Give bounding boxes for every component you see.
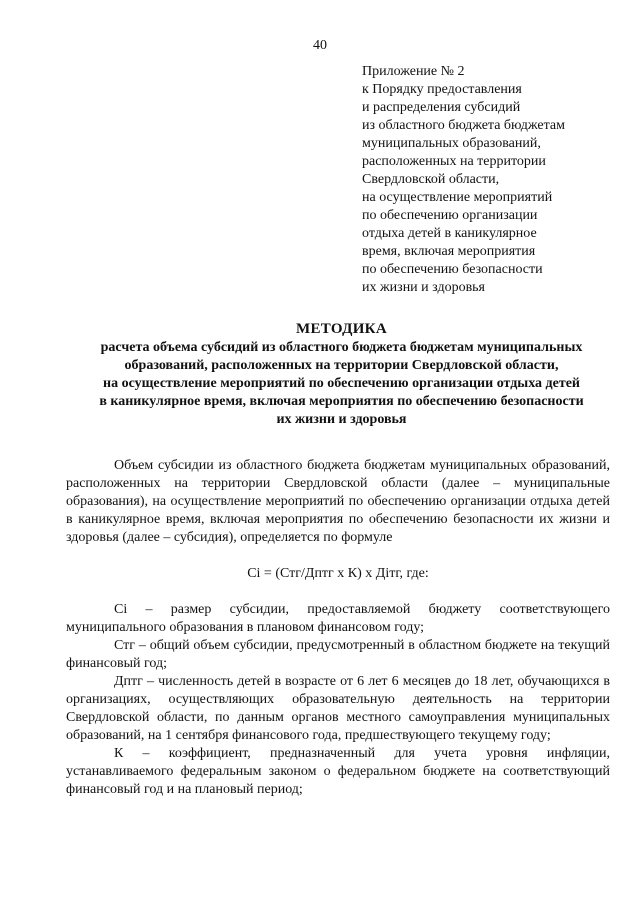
document-title [60, 320, 623, 429]
appendix-line: их жизни и здоровья [362, 280, 485, 295]
document-body [66, 457, 610, 799]
appendix-line: по обеспечению безопасности [362, 262, 543, 277]
appendix-line: расположенных на территории [362, 154, 546, 169]
definition-paragraph: Дптг – численность детей в возрасте от 6 лет 6 месяцев до 18 лет, обучающихся в организациях, осуществляющих образовательную деятельность на территории Свердловской области, по данным органов местного самоуправления муниципальных образований, на 1 сентября финансового года, предшествующего текущему году; [66, 674, 610, 743]
title-subtitle-line: расчета объема субсидий из областного бюджета бюджетам муниципальных [100, 340, 583, 355]
definition-paragraph: Стг – общий объем субсидии, предусмотренный в областном бюджете на текущий финансовый год; [66, 638, 610, 671]
definition-paragraph: Ci – размер субсидии, предоставляемой бюджету соответствующего муниципального образования в плановом финансовом году; [66, 602, 610, 635]
appendix-line: муниципальных образований, [362, 136, 541, 151]
appendix-line: Приложение № 2 [362, 64, 465, 79]
definition-paragraph: К – коэффициент, предназначенный для учета уровня инфляции, устанавливаемого федеральным законом о федеральном бюджете на соответствующий финансовый год и на плановый период; [66, 746, 610, 797]
appendix-note [362, 63, 632, 297]
title-subtitle-line: в каникулярное время, включая мероприятия по обеспечению безопасности [99, 394, 584, 409]
title-heading: МЕТОДИКА [296, 321, 387, 337]
title-subtitle-line: образований, расположенных на территории Свердловской области, [124, 358, 559, 373]
title-subtitle-line: на осуществление мероприятий по обеспечению организации отдыха детей [103, 376, 580, 391]
appendix-line: по обеспечению организации [362, 208, 538, 223]
appendix-line: время, включая мероприятия [362, 244, 536, 259]
page-number: 40 [313, 38, 327, 53]
formula: Ci = (Стг/Дптг х К) х Дiтг, где: [247, 566, 429, 581]
appendix-line: отдыха детей в каникулярное [362, 226, 537, 241]
appendix-line: из областного бюджета бюджетам [362, 118, 565, 133]
intro-paragraph: Объем субсидии из областного бюджета бюджетам муниципальных образований, расположенных на территории Свердловской области (далее – муниципальные образования), на осуществление мероприятий по обеспечению организации отдыха детей в каникулярное время, включая мероприятия по обеспечению безопасности их жизни и здоровья (далее – субсидия), определяется по формуле [66, 458, 610, 545]
appendix-line: на осуществление мероприятий [362, 190, 553, 205]
appendix-line: к Порядку предоставления [362, 82, 522, 97]
title-subtitle-line: их жизни и здоровья [276, 412, 407, 427]
appendix-line: и распределения субсидий [362, 100, 521, 115]
appendix-line: Свердловской области, [362, 172, 500, 187]
